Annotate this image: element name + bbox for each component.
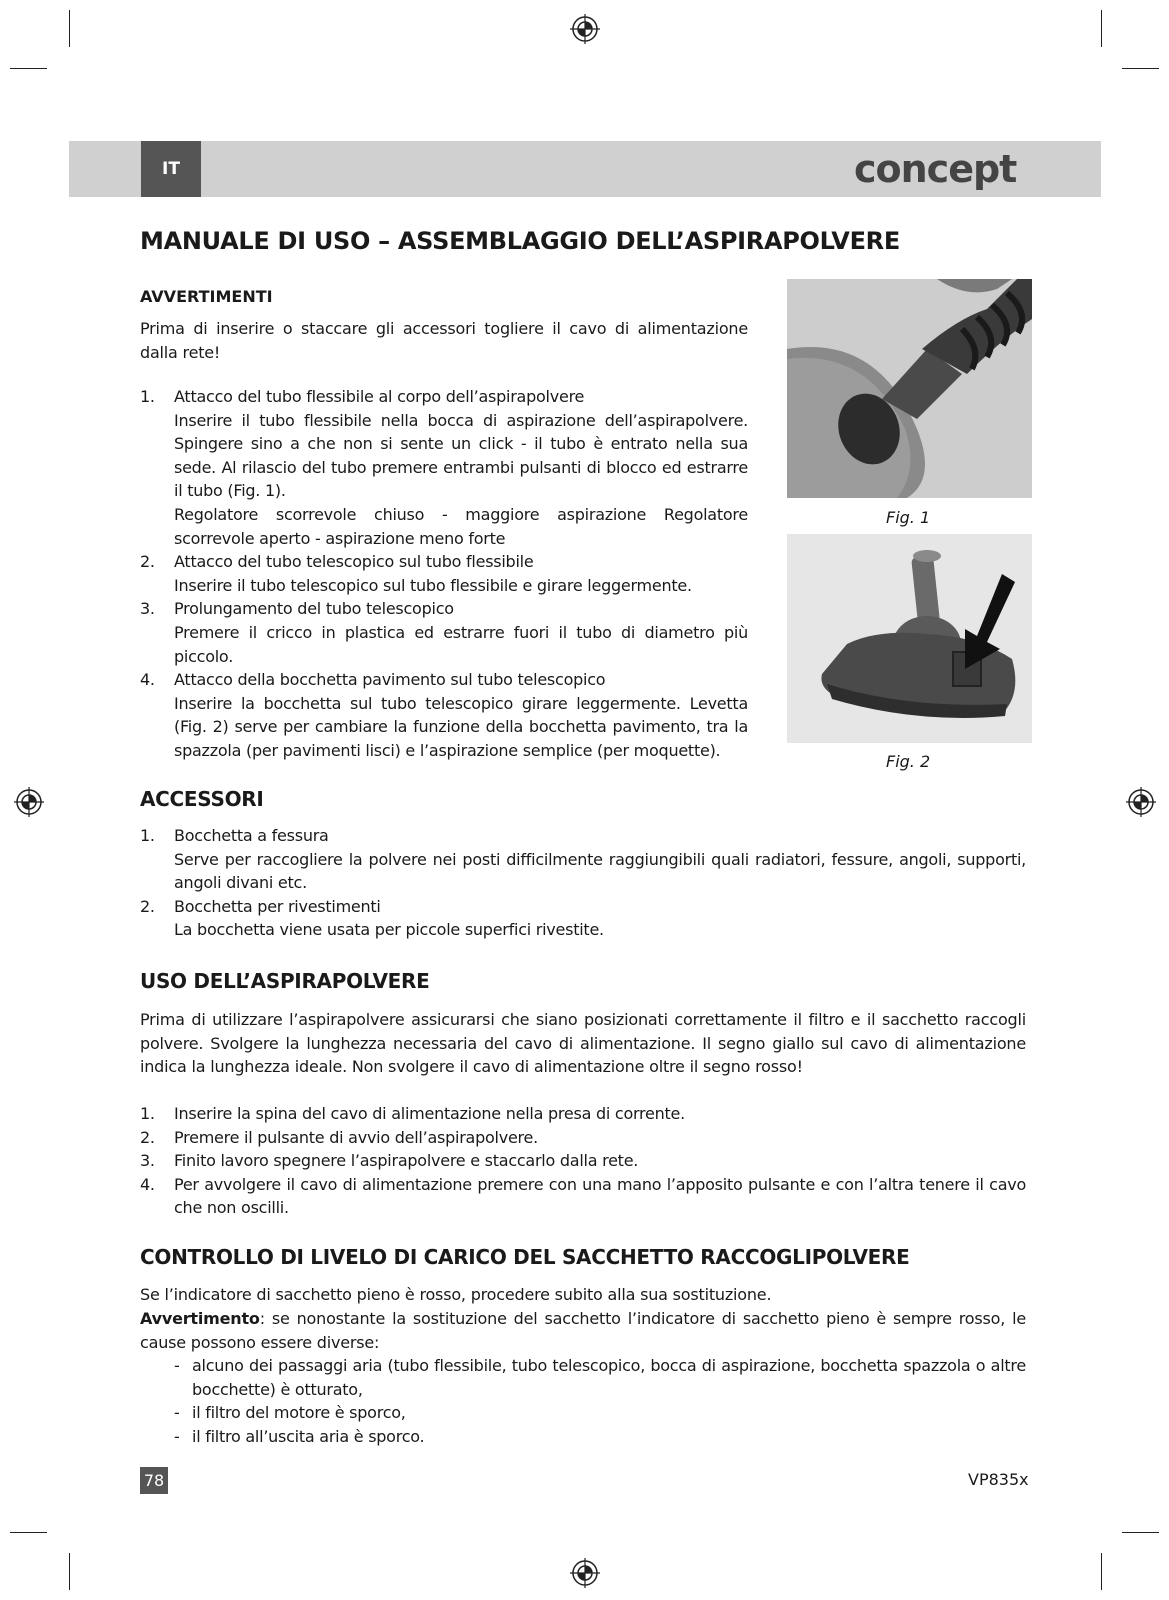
crop-mark bbox=[1122, 68, 1159, 69]
list-item bbox=[140, 597, 748, 668]
cause-text: il filtro del motore è sporco, bbox=[192, 1403, 406, 1423]
figure-1-photo bbox=[787, 279, 1032, 498]
step-body: Premere il cricco in plastica ed estrarre fuori il tubo di diametro più piccolo. bbox=[174, 622, 748, 666]
usage-text: Prima di utilizzare l’aspirapolvere assicurarsi che siano posizionati correttamente il filtro e il sacchetto raccogli polvere. Svolgere la lunghezza necessaria del cavo di alimentazione. Il segno giallo sul cavo di alimentazione indica la lunghezza ideale. Non svolgere il cavo di alimentazione oltre il segno rosso! bbox=[140, 1010, 1026, 1077]
usage-heading: USO DELL’ASPIRAPOLVERE bbox=[140, 969, 430, 993]
figure-1-caption: Fig. 1 bbox=[886, 508, 931, 527]
accessory-body: Serve per raccogliere la polvere nei posti difficilmente raggiungibili quali radiatori, fessure, angoli, supporti, angoli divani etc. bbox=[174, 849, 1026, 893]
dash-marker: - bbox=[174, 1356, 180, 1375]
model-number: VP835x bbox=[968, 1470, 1029, 1489]
accessories-list bbox=[140, 824, 1026, 942]
causes-list bbox=[174, 1354, 1026, 1448]
accessory-title: Bocchetta a fessura bbox=[174, 826, 329, 845]
page-title: MANUALE DI USO – ASSEMBLAGGIO DELL’ASPIRAPOLVERE bbox=[140, 227, 900, 255]
crop-mark bbox=[10, 68, 47, 69]
usage-steps bbox=[140, 1102, 1026, 1220]
list-number: 1. bbox=[140, 826, 155, 845]
crop-mark bbox=[1101, 10, 1102, 47]
list-item bbox=[174, 1425, 1026, 1449]
list-number: 1. bbox=[140, 387, 155, 406]
brand-logo: concept bbox=[854, 147, 1017, 191]
usage-step-text: Premere il pulsante di avvio dell’aspirapolvere. bbox=[174, 1127, 538, 1147]
list-item bbox=[140, 824, 1026, 895]
list-number: 4. bbox=[140, 670, 155, 690]
list-item bbox=[140, 1149, 1026, 1173]
list-item bbox=[140, 385, 748, 550]
figure-2-caption: Fig. 2 bbox=[886, 752, 931, 771]
dash-marker: - bbox=[174, 1403, 180, 1423]
cause-text: il filtro all’uscita aria è sporco. bbox=[192, 1426, 425, 1446]
usage-step-text: Finito lavoro spegnere l’aspirapolvere e staccarlo dalla rete. bbox=[174, 1151, 639, 1171]
accessories-heading: ACCESSORI bbox=[140, 787, 264, 811]
list-number: 3. bbox=[140, 599, 155, 619]
list-number: 1. bbox=[140, 1104, 155, 1123]
step-body: Inserire il tubo telescopico sul tubo flessibile e girare leggermente. bbox=[174, 575, 692, 595]
crop-mark bbox=[1122, 1532, 1159, 1533]
list-number: 2. bbox=[140, 1127, 155, 1147]
list-number: 2. bbox=[140, 896, 155, 916]
step-body: Inserire la bocchetta sul tubo telescopico girare leggermente. Levetta (Fig. 2) serve per cambiare la funzione della bocchetta pavimento, tra la spazzola (per pavimenti lisci) e l’aspirazione semplice (per moquette). bbox=[174, 693, 748, 760]
crop-mark bbox=[69, 1553, 70, 1590]
dash-marker: - bbox=[174, 1426, 180, 1446]
step-title: Attacco della bocchetta pavimento sul tubo telescopico bbox=[174, 670, 606, 690]
step-body: Regolatore scorrevole chiuso - maggiore aspirazione Regolatore scorrevole aperto - aspirazione meno forte bbox=[174, 504, 748, 548]
warnings-text: Prima di inserire o staccare gli accessori togliere il cavo di alimentazione dalla rete! bbox=[140, 319, 748, 362]
cause-text: alcuno dei passaggi aria (tubo flessibile, tubo telescopico, bocca di aspirazione, bocchetta spazzola o altre bocchette) è otturato, bbox=[192, 1356, 1026, 1399]
figure-2-photo bbox=[787, 534, 1032, 743]
list-item bbox=[140, 1102, 1026, 1126]
step-title: Attacco del tubo flessibile al corpo dell’aspirapolvere bbox=[174, 387, 585, 406]
warning-label: Avvertimento bbox=[140, 1309, 260, 1328]
list-item bbox=[140, 1173, 1026, 1220]
warnings-heading: AVVERTIMENTI bbox=[140, 287, 273, 306]
crop-mark bbox=[69, 10, 70, 47]
step-body: Inserire il tubo flessibile nella bocca di aspirazione dell’aspirapolvere. Spingere sino a che non si sente un click - il tubo è entrato nella sua sede. Al rilascio del tubo premere entrambi pulsanti di blocco ed estrarre il tubo (Fig. 1). bbox=[174, 410, 748, 501]
step-title: Attacco del tubo telescopico sul tubo flessibile bbox=[174, 552, 534, 572]
header-bar-left bbox=[72, 141, 138, 197]
warning-text: : se nonostante la sostituzione del sacchetto l’indicatore di sacchetto pieno è sempre rosso, le cause possono essere diverse: bbox=[140, 1309, 1026, 1352]
list-number: 3. bbox=[140, 1151, 155, 1171]
registration-mark-icon bbox=[1126, 787, 1156, 817]
usage-step-text: Inserire la spina del cavo di alimentazione nella presa di corrente. bbox=[174, 1104, 685, 1123]
list-item bbox=[174, 1401, 1026, 1425]
list-item bbox=[140, 668, 748, 762]
crop-mark bbox=[1101, 1553, 1102, 1590]
bag-check-warning bbox=[140, 1307, 1026, 1354]
hose-illustration-icon bbox=[787, 279, 1032, 498]
page-number: 78 bbox=[140, 1467, 168, 1494]
accessory-body: La bocchetta viene usata per piccole superfici rivestite. bbox=[174, 920, 604, 940]
list-number: 2. bbox=[140, 552, 155, 572]
usage-step-text: Per avvolgere il cavo di alimentazione premere con una mano l’apposito pulsante e con l’altra tenere il cavo che non oscilli. bbox=[174, 1174, 1026, 1218]
registration-mark-icon bbox=[14, 787, 44, 817]
list-item bbox=[174, 1354, 1026, 1401]
list-number: 4. bbox=[140, 1174, 155, 1194]
bag-check-line: Se l’indicatore di sacchetto pieno è rosso, procedere subito alla sua sostituzione. bbox=[140, 1285, 772, 1304]
list-item bbox=[140, 895, 1026, 942]
accessory-title: Bocchetta per rivestimenti bbox=[174, 896, 381, 916]
bag-check-heading: CONTROLLO DI LIVELO DI CARICO DEL SACCHETTO RACCOGLIPOLVERE bbox=[140, 1245, 910, 1269]
assembly-steps bbox=[140, 385, 748, 763]
registration-mark-icon bbox=[570, 14, 600, 44]
language-tab: IT bbox=[141, 141, 201, 197]
step-title: Prolungamento del tubo telescopico bbox=[174, 599, 454, 619]
crop-mark bbox=[10, 1532, 47, 1533]
registration-mark-icon bbox=[570, 1558, 600, 1588]
list-item bbox=[140, 550, 748, 597]
list-item bbox=[140, 1126, 1026, 1150]
floor-nozzle-illustration-icon bbox=[787, 534, 1032, 743]
